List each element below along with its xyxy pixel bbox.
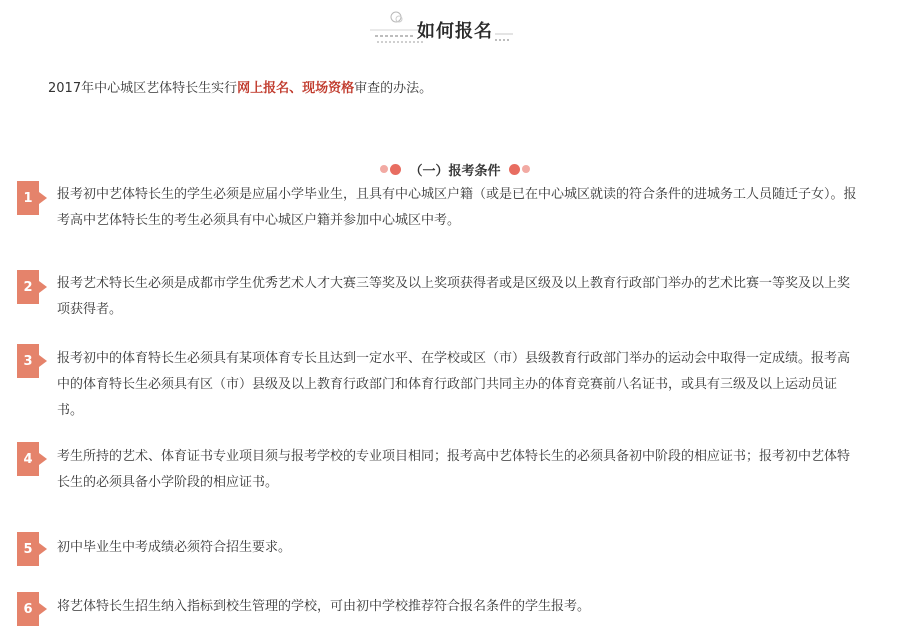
- section-heading: [0, 158, 910, 180]
- intro-paragraph: [48, 79, 432, 99]
- page-header: [0, 0, 910, 60]
- item-text: 将艺体特长生招生纳入指标到校生管理的学校，可由初中学校推荐符合报名条件的学生报考。: [57, 599, 591, 614]
- item-number-badge: 1: [17, 181, 39, 215]
- item-text: 考生所持的艺术、体育证书专业项目须与报考学校的专业项目相同；报考高中艺体特长生的必须具备初中阶段的相应证书；报考初中艺体特长生的必须具备小学阶段的相应证书。: [57, 449, 851, 490]
- item-number-badge: 3: [17, 344, 39, 378]
- intro-text-prefix: 2017年中心城区艺体特长生实行: [48, 81, 238, 96]
- item-number-badge: 6: [17, 592, 39, 626]
- right-dots-icon: [509, 164, 530, 175]
- intro-text-suffix: 审查的办法。: [354, 81, 433, 96]
- page-title: 如何报名: [417, 21, 493, 42]
- left-dots-icon: [380, 164, 401, 175]
- item-number-badge: 5: [17, 532, 39, 566]
- section-title: （一）报考条件: [409, 163, 501, 179]
- item-text: 报考初中艺体特长生的学生必须是应届小学毕业生，且具有中心城区户籍（或是已在中心城区就读的符合条件的进城务工人员随迁子女）。报考高中艺体特长生的考生必须具有中心城区户籍并参加中心城区中考。: [57, 187, 857, 228]
- item-text: 报考初中的体育特长生必须具有某项体育专长且达到一定水平、在学校或区（市）县级教育行政部门举办的运动会中取得一定成绩。报考高中的体育特长生必须具有区（市）县级及以上教育行政部门和体育行政部门共同主办的体育竞赛前八名证书，或具有三级及以上运动员证书。: [57, 351, 851, 418]
- item-number-badge: 4: [17, 442, 39, 476]
- item-text: 报考艺术特长生必须是成都市学生优秀艺术人才大赛三等奖及以上奖项获得者或是区级及以上教育行政部门举办的艺术比赛一等奖及以上奖项获得者。: [57, 276, 851, 317]
- item-number-badge: 2: [17, 270, 39, 304]
- item-text: 初中毕业生中考成绩必须符合招生要求。: [57, 540, 292, 555]
- intro-highlight: 网上报名、现场资格: [237, 81, 355, 96]
